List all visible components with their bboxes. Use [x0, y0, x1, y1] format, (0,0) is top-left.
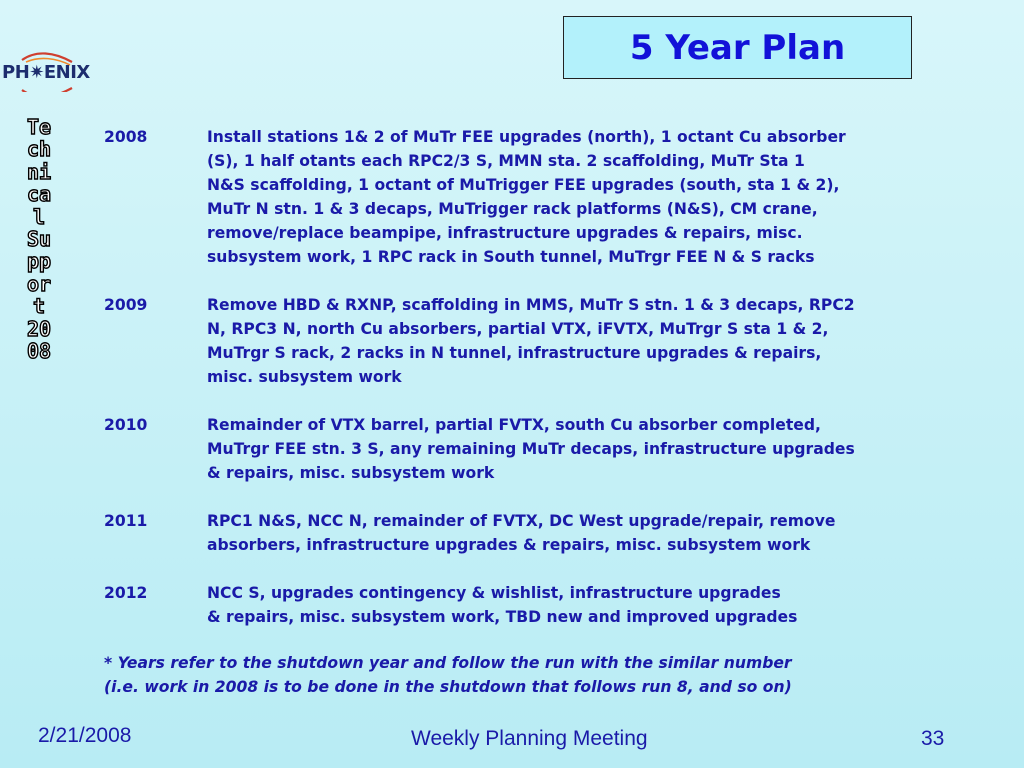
plan-entry-text: Remove HBD & RXNP, scaffolding in MMS, MuTr S stn. 1 & 3 decaps, RPC2 N, RPC3 N, north Cu absorbers, partial VTX, iFVTX, MuTrgr S sta 1 & 2, MuTrgr S rack, 2 racks in N tunnel, infrastructure upgrades & repairs, misc. subsystem work	[207, 296, 855, 386]
plan-entry-2008	[104, 125, 984, 269]
plan-entry-text: Install stations 1& 2 of MuTr FEE upgrades (north), 1 octant Cu absorber (S), 1 half otants each RPC2/3 S, MMN sta. 2 scaffolding, MuTr Sta 1 N&S scaffolding, 1 octant of MuTrigger FEE upgrades (south, sta 1 & 2), MuTr N stn. 1 & 3 decaps, MuTrigger rack platforms (N&S), CM crane, remove/replace beampipe, infrastructure upgrades & repairs, misc. subsystem work, 1 RPC rack in South tunnel, MuTrgr FEE N & S racks	[207, 128, 846, 266]
plan-entry-year: 2011	[104, 512, 148, 530]
plan-entry-text: Remainder of VTX barrel, partial FVTX, south Cu absorber completed, MuTrgr FEE stn. 3 S, any remaining MuTr decaps, infrastructure upgrades & repairs, misc. subsystem work	[207, 416, 855, 482]
footer-date: 2/21/2008	[38, 724, 132, 747]
plan-entry-2009	[104, 293, 984, 389]
slide-title: 5 Year Plan	[629, 27, 846, 68]
plan-entry-2011	[104, 509, 984, 557]
plan-entry-text: NCC S, upgrades contingency & wishlist, infrastructure upgrades & repairs, misc. subsystem work, TBD new and improved upgrades	[207, 584, 798, 626]
footnote: * Years refer to the shutdown year and follow the run with the similar number (i.e. work in 2008 is to be done in the shutdown that follows run 8, and so on)	[104, 654, 792, 696]
plan-entry-year: 2008	[104, 128, 148, 146]
plan-entry-text: RPC1 N&S, NCC N, remainder of FVTX, DC West upgrade/repair, remove absorbers, infrastructure upgrades & repairs, misc. subsystem work	[207, 512, 836, 554]
title-box	[563, 16, 912, 79]
phenix-logo-text: PH✷ENIX	[2, 62, 90, 83]
plan-entry-2012	[104, 581, 984, 629]
side-label: Technical Support 2008	[26, 115, 58, 364]
plan-entry-year: 2010	[104, 416, 148, 434]
slide-body	[104, 125, 984, 699]
footer-meeting-title: Weekly Planning Meeting	[411, 727, 648, 750]
plan-entry-2010	[104, 413, 984, 485]
plan-entry-year: 2009	[104, 296, 148, 314]
plan-entry-year: 2012	[104, 584, 148, 602]
phenix-logo	[2, 52, 98, 92]
page-number: 33	[921, 727, 945, 750]
